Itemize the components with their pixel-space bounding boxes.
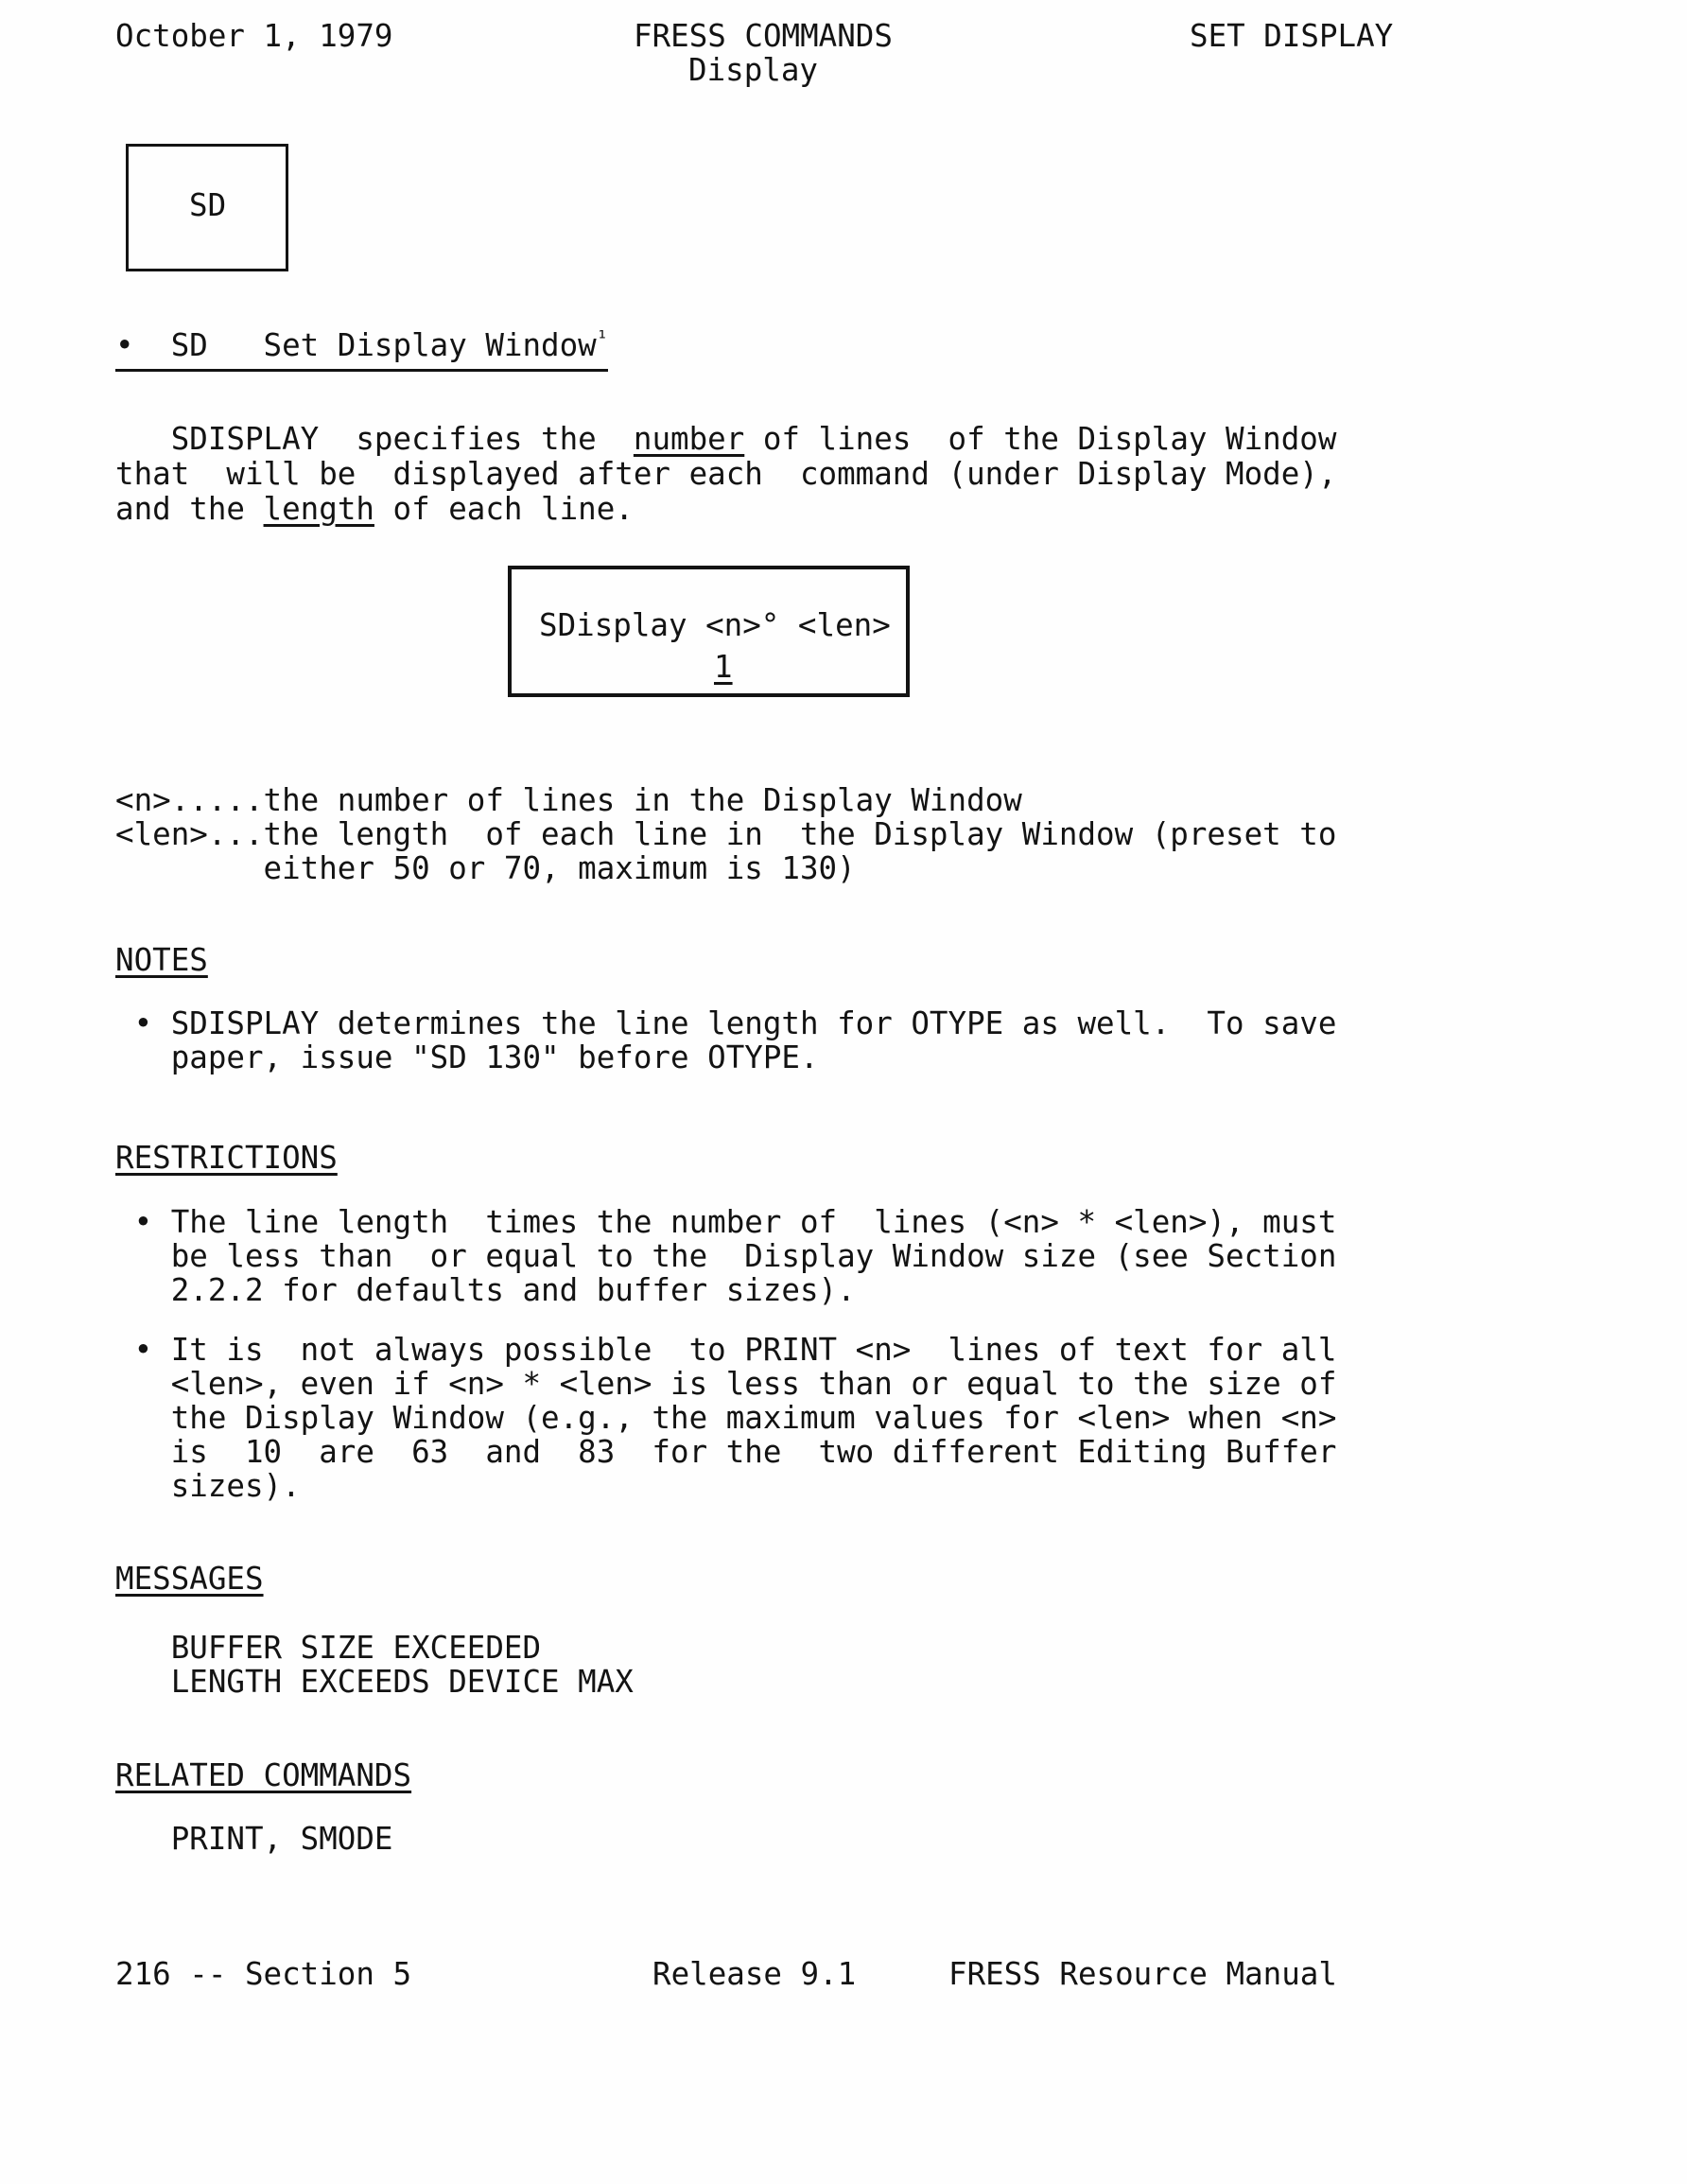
header-section: SET DISPLAY — [1190, 18, 1394, 54]
footer-page-number: 216 -- Section 5 — [115, 1956, 412, 1992]
parameter-descriptions: <n>.....the number of lines in the Display Window <len>...the length of each line in the Display Window (preset to either 50 or 70, maximum is 130) — [115, 782, 1337, 886]
restriction-item-2: • It is not always possible to PRINT <n> lines of text for all <len>, even if <n> * <len> is less than or equal to the size of the Display Window (e.g., the maximum values for <len> when <n> is 10 are 63 and 83 for the two different Editing Buffer sizes). — [115, 1332, 1337, 1504]
footer-manual-name: FRESS Resource Manual — [948, 1956, 1337, 1992]
intro-paragraph: SDISPLAY specifies the number of lines of the Display Window that will be displayed after each command (under Display Mode), and the length of each line. — [115, 421, 1337, 527]
syntax-command: SDisplay <n>° <len> — [539, 607, 891, 643]
related-commands-list: PRINT, SMODE — [115, 1821, 393, 1857]
command-title: • SD Set Display Window$^{^1}$ — [115, 326, 608, 363]
related-commands-heading: RELATED COMMANDS — [115, 1757, 412, 1793]
restriction-item-1: • The line length times the number of lines (<n> * <len>), must be less than or equal to the Display Window size (see Section 2.2.2 for defaults and buffer sizes). — [115, 1204, 1337, 1308]
command-title-underline — [115, 369, 608, 372]
notes-item: • SDISPLAY determines the line length for OTYPE as well. To save paper, issue "SD 130" before OTYPE. — [115, 1005, 1337, 1075]
header-subtitle: Display — [688, 52, 818, 88]
messages-heading: MESSAGES — [115, 1561, 264, 1597]
notes-heading: NOTES — [115, 942, 208, 978]
restrictions-heading: RESTRICTIONS — [115, 1140, 338, 1176]
syntax-box — [508, 566, 910, 697]
header-title: FRESS COMMANDS — [634, 18, 893, 54]
messages-list: BUFFER SIZE EXCEEDED LENGTH EXCEEDS DEVICE MAX — [115, 1630, 634, 1700]
header-date: October 1, 1979 — [115, 18, 393, 54]
sd-tab-box — [126, 144, 288, 271]
footer-release: Release 9.1 — [652, 1956, 857, 1992]
sd-tab-label: SD — [189, 187, 227, 223]
syntax-footnote-marker: 1 — [714, 649, 733, 685]
